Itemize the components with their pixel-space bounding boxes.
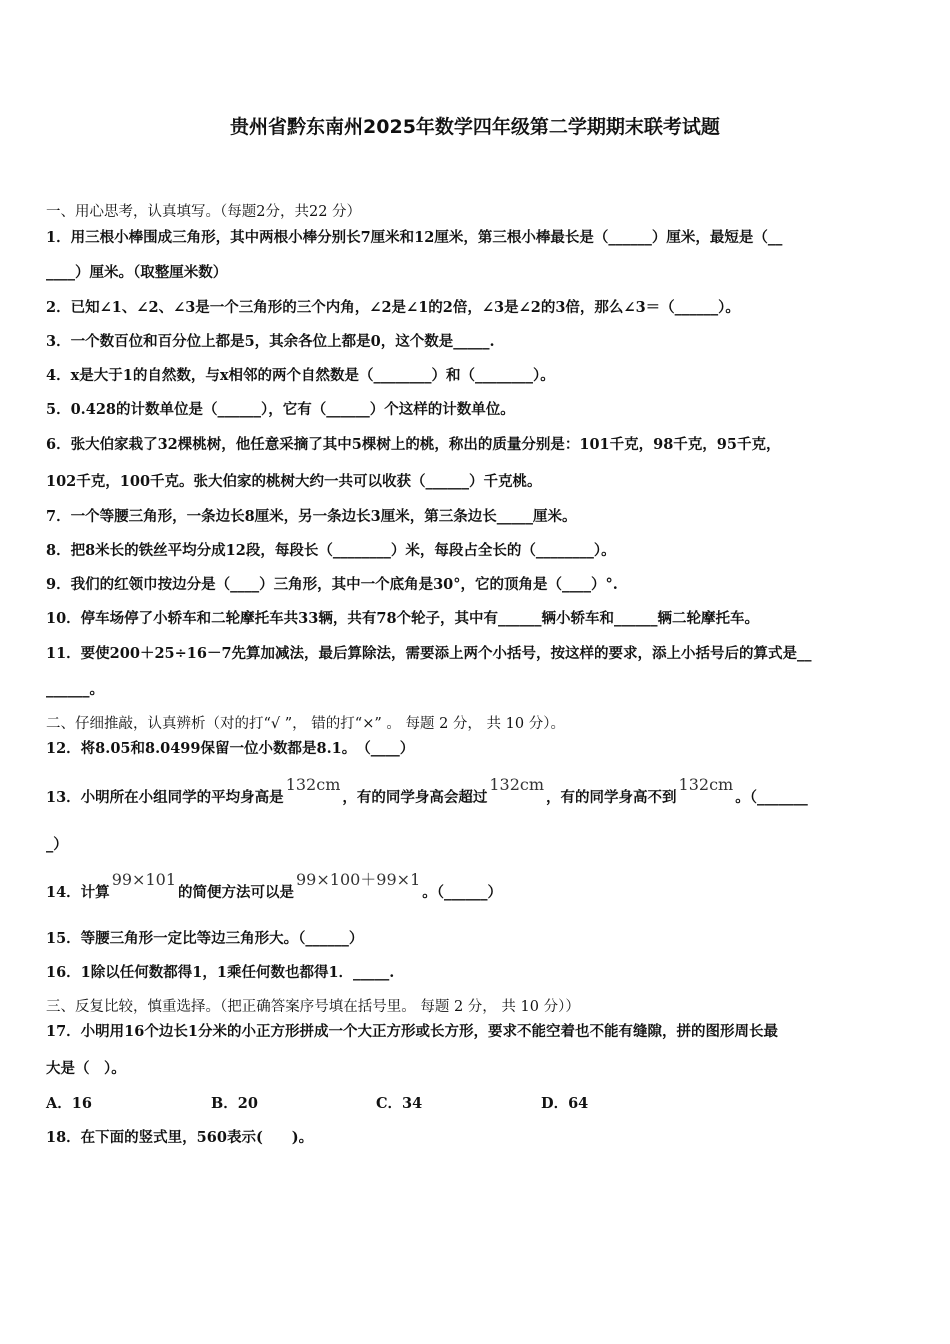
formula-132cm-2: 132cm [489, 775, 545, 794]
question-13-line-1 [46, 775, 906, 808]
option-c: C．34 [376, 1095, 423, 1112]
question-13-text-3: ，有的同学身高不到 [546, 789, 677, 806]
question-13-text-4: 。（_______ [735, 789, 808, 806]
option-d: D．64 [541, 1095, 589, 1112]
question-14-text-2: 的简便方法可以是 [178, 884, 294, 901]
question-17-line-2: 大是（ ）。 [46, 1060, 126, 1077]
question-14-text-1: 14．计算 [46, 884, 110, 901]
question-16: 16．1除以任何数都得1，1乘任何数也都得1．_____. [46, 964, 395, 981]
question-4: 4．x是大于1的自然数，与x相邻的两个自然数是（________）和（________）。 [46, 367, 555, 384]
question-17-line-1: 17．小明用16个边长1分米的小正方形拼成一个大正方形或长方形，要求不能空着也不能有缝隙，拼的图形周长最 [46, 1023, 778, 1040]
question-18: 18．在下面的竖式里，560表示( )。 [46, 1129, 314, 1146]
question-14 [46, 870, 906, 903]
exam-title: 贵州省黔东南州2025年数学四年级第二学期期末联考试题 [230, 116, 720, 138]
question-13-text-1: 13．小明所在小组同学的平均身高是 [46, 789, 284, 806]
section3-heading: 三、反复比较，慎重选择。（把正确答案序号填在括号里。 每题 2 分， 共 10 分）） [46, 999, 580, 1015]
question-7: 7．一个等腰三角形，一条边长8厘米，另一条边长3厘米，第三条边长_____厘米。 [46, 508, 577, 525]
option-a: A．16 [46, 1095, 92, 1112]
formula-99x100-plus-99x1: 99×100＋99×1 [296, 870, 421, 889]
question-17-options [46, 1094, 906, 1114]
formula-99x101: 99×101 [111, 870, 176, 889]
question-2: 2．已知∠1、∠2、∠3是一个三角形的三个内角，∠2是∠1的2倍，∠3是∠2的3倍，那么∠3＝（______）。 [46, 299, 740, 316]
question-6-line-1: 6．张大伯家栽了32棵桃树，他任意采摘了其中5棵树上的桃，称出的质量分别是：101千克，98千克，95千克， [46, 436, 781, 453]
question-5: 5．0.428的计数单位是（______），它有（______）个这样的计数单位。 [46, 401, 515, 418]
question-9: 9．我们的红领巾按边分是（____）三角形，其中一个底角是30°，它的顶角是（____）°. [46, 576, 618, 593]
question-10: 10．停车场停了小轿车和二轮摩托车共33辆，共有78个轮子，其中有______辆小轿车和______辆二轮摩托车。 [46, 610, 760, 627]
question-11-line-2: ______。 [46, 681, 104, 698]
formula-132cm-1: 132cm [285, 775, 341, 794]
question-8: 8．把8米长的铁丝平均分成12段，每段长（________）米，每段占全长的（________）。 [46, 542, 616, 559]
formula-132cm-3: 132cm [678, 775, 734, 794]
question-1-line-1: 1．用三根小棒围成三角形，其中两根小棒分别长7厘米和12厘米，第三根小棒最长是（______）厘米，最短是（__ [46, 229, 783, 246]
section2-heading: 二、仔细推敲，认真辨析（对的打“√ ”， 错的打“×” 。 每题 2 分， 共 10 分）。 [46, 716, 565, 732]
question-13-line-2: _） [46, 836, 68, 853]
question-11-line-1: 11．要使200＋25÷16－7先算加减法，最后算除法，需要添上两个小括号，按这样的要求，添上小括号后的算式是__ [46, 645, 812, 662]
question-1-line-2: ____）厘米。（取整厘米数） [46, 264, 228, 281]
question-12: 12．将8.05和8.0499保留一位小数都是8.1。 （____） [46, 740, 415, 757]
question-6-line-2: 102千克，100千克。张大伯家的桃树大约一共可以收获（______）千克桃。 [46, 473, 542, 490]
section1-heading: 一、用心思考，认真填写。（每题2分，共22 分） [46, 204, 362, 220]
question-3: 3．一个数百位和百分位上都是5，其余各位上都是0，这个数是_____. [46, 333, 495, 350]
question-13-text-2: ，有的同学身高会超过 [342, 789, 488, 806]
question-14-text-3: 。（______） [422, 884, 503, 901]
question-15: 15．等腰三角形一定比等边三角形大。（______） [46, 930, 364, 947]
option-b: B．20 [211, 1095, 258, 1112]
